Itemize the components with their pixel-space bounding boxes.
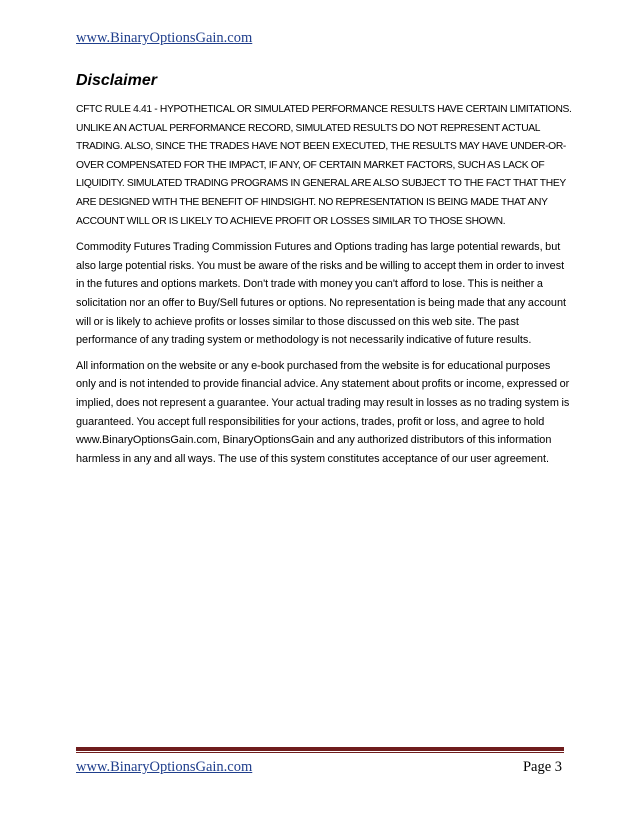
page-number: Page 3 <box>522 759 562 775</box>
footer-divider-thin <box>76 752 564 753</box>
disclaimer-body <box>76 101 572 475</box>
header-website-link[interactable]: www.BinaryOptionsGain.com <box>76 30 253 46</box>
page-title: Disclaimer <box>76 72 157 89</box>
footer-divider <box>76 747 564 751</box>
cftc-rule-paragraph: CFTC RULE 4.41 - HYPOTHETICAL OR SIMULATED PERFORMANCE RESULTS HAVE CERTAIN LIMITATIONS. UNLIKE AN ACTUAL PERFORMANCE RECORD, SIMULATED RESULTS DO NOT REPRESENT ACTUAL TRADING. ALSO, SINCE THE TRADES HAVE NOT BEEN EXECUTED, THE RESULTS MAY HAVE UNDER-OR-OVER COMPENSATED FOR THE IMPACT, IF ANY, OF CERTAIN MARKET FACTORS, SUCH AS LACK OF LIQUIDITY. SIMULATED TRADING PROGRAMS IN GENERAL ARE ALSO SUBJECT TO THE FACT THAT THEY ARE DESIGNED WITH THE BENEFIT OF HINDSIGHT. NO REPRESENTATION IS BEING MADE THAT ANY ACCOUNT WILL OR IS LIKELY TO ACHIEVE PROFIT OR LOSSES SIMILAR TO THOSE SHOWN. <box>76 104 572 227</box>
risk-warning-paragraph: Commodity Futures Trading Commission Futures and Options trading has large potential rewards, but also large potential risks. You must be aware of the risks and be willing to accept them in order to invest in the futures and options markets. Don't trade with money you can't afford to lose. This is neither a solicitation nor an offer to Buy/Sell futures or options. No representation is being made that any account will or is likely to achieve profits or losses similar to those discussed on this web site. The past performance of any trading system or methodology is not necessarily indicative of future results. <box>76 241 567 347</box>
footer-website-link[interactable]: www.BinaryOptionsGain.com <box>76 759 253 775</box>
educational-purpose-paragraph: All information on the website or any e-book purchased from the website is for educational purposes only and is not intended to provide financial advice. Any statement about profits or income, expressed or implied, does not represent a guarantee. Your actual trading may result in losses as no trading system is guaranteed. You accept full responsibilities for your actions, trades, profit or loss, and agree to hold www.BinaryOptionsGain.com, BinaryOptionsGain and any authorized distributors of this information harmless in any and all ways. The use of this system constitutes acceptance of our user agreement. <box>76 359 570 465</box>
